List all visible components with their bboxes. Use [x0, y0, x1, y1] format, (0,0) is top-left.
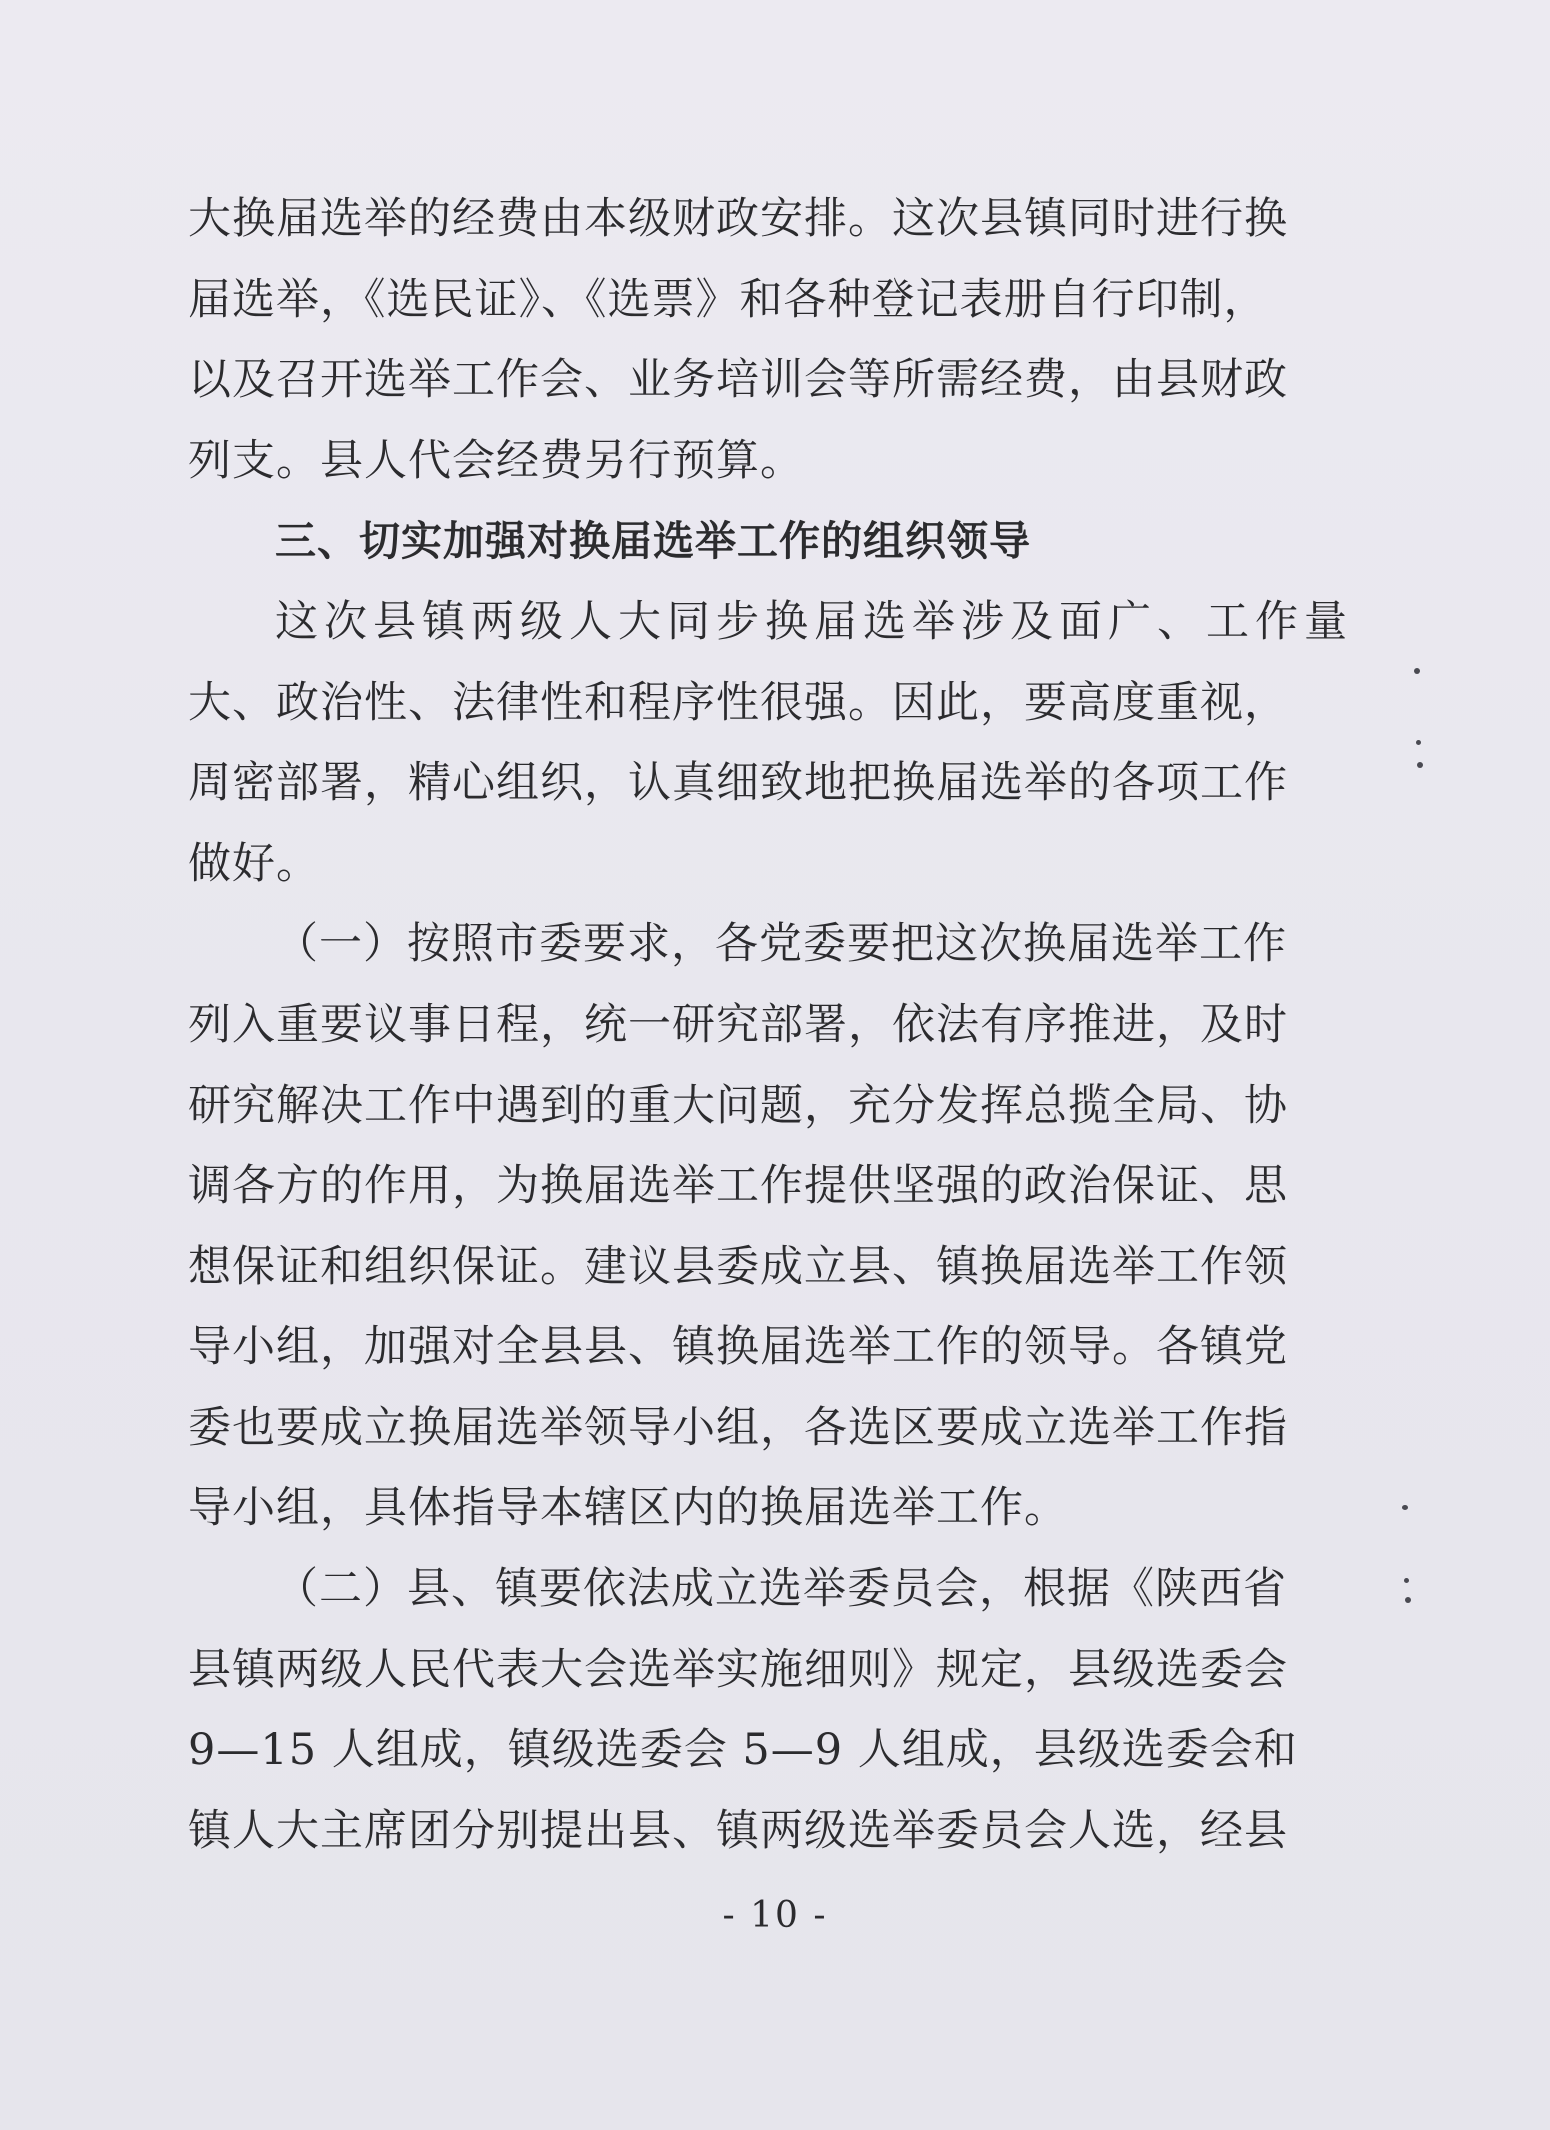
scan-speck	[1405, 1597, 1411, 1603]
body-line-3: 以及召开选举工作会、业务培训会等所需经费，由县财政	[188, 355, 1288, 405]
body-line-2: 届选举，《选民证》、《选票》和各种登记表册自行印制，	[188, 275, 1268, 325]
scan-speck	[1416, 740, 1421, 745]
paragraph-two-start: （二）县、镇要依法成立选举委员会，根据《陕西省	[275, 1564, 1287, 1614]
body-line-20: 9—15 人组成，镇级选委会 5—9 人组成，县级选委会和	[188, 1725, 1298, 1775]
scan-speck	[1402, 1505, 1408, 1510]
body-line-13: 调各方的作用，为换届选举工作提供坚强的政治保证、思	[188, 1161, 1288, 1211]
paragraph-one-start: （一）按照市委要求，各党委要把这次换届选举工作	[275, 919, 1287, 969]
body-line-6: 这次县镇两级人大同步换届选举涉及面广、工作量	[275, 597, 1353, 647]
body-line-1: 大换届选举的经费由本级财政安排。这次县镇同时进行换	[188, 194, 1288, 244]
body-line-7: 大、政治性、法律性和程序性很强。因此，要高度重视，	[188, 678, 1288, 728]
body-line-17: 导小组，具体指导本辖区内的换届选举工作。	[188, 1483, 1068, 1533]
body-line-11: 列入重要议事日程，统一研究部署，依法有序推进，及时	[188, 1000, 1288, 1050]
body-line-14: 想保证和组织保证。建议县委成立县、镇换届选举工作领	[188, 1242, 1288, 1292]
body-line-15: 导小组，加强对全县县、镇换届选举工作的领导。各镇党	[188, 1322, 1288, 1372]
page-number: - 10 -	[722, 1895, 828, 1936]
body-line-9: 做好。	[188, 839, 320, 889]
scan-speck	[1414, 668, 1420, 674]
body-line-21: 镇人大主席团分别提出县、镇两级选举委员会人选，经县	[188, 1806, 1288, 1856]
scan-speck	[1404, 1578, 1409, 1583]
body-line-16: 委也要成立换届选举领导小组，各选区要成立选举工作指	[188, 1403, 1288, 1453]
scan-speck	[1417, 762, 1423, 768]
body-line-8: 周密部署，精心组织，认真细致地把换届选举的各项工作	[188, 758, 1288, 808]
body-line-4: 列支。县人代会经费另行预算。	[188, 436, 804, 486]
body-line-12: 研究解决工作中遇到的重大问题，充分发挥总揽全局、协	[188, 1081, 1288, 1131]
section-heading: 三、切实加强对换届选举工作的组织领导	[275, 517, 1031, 565]
body-line-19: 县镇两级人民代表大会选举实施细则》规定，县级选委会	[188, 1645, 1288, 1695]
